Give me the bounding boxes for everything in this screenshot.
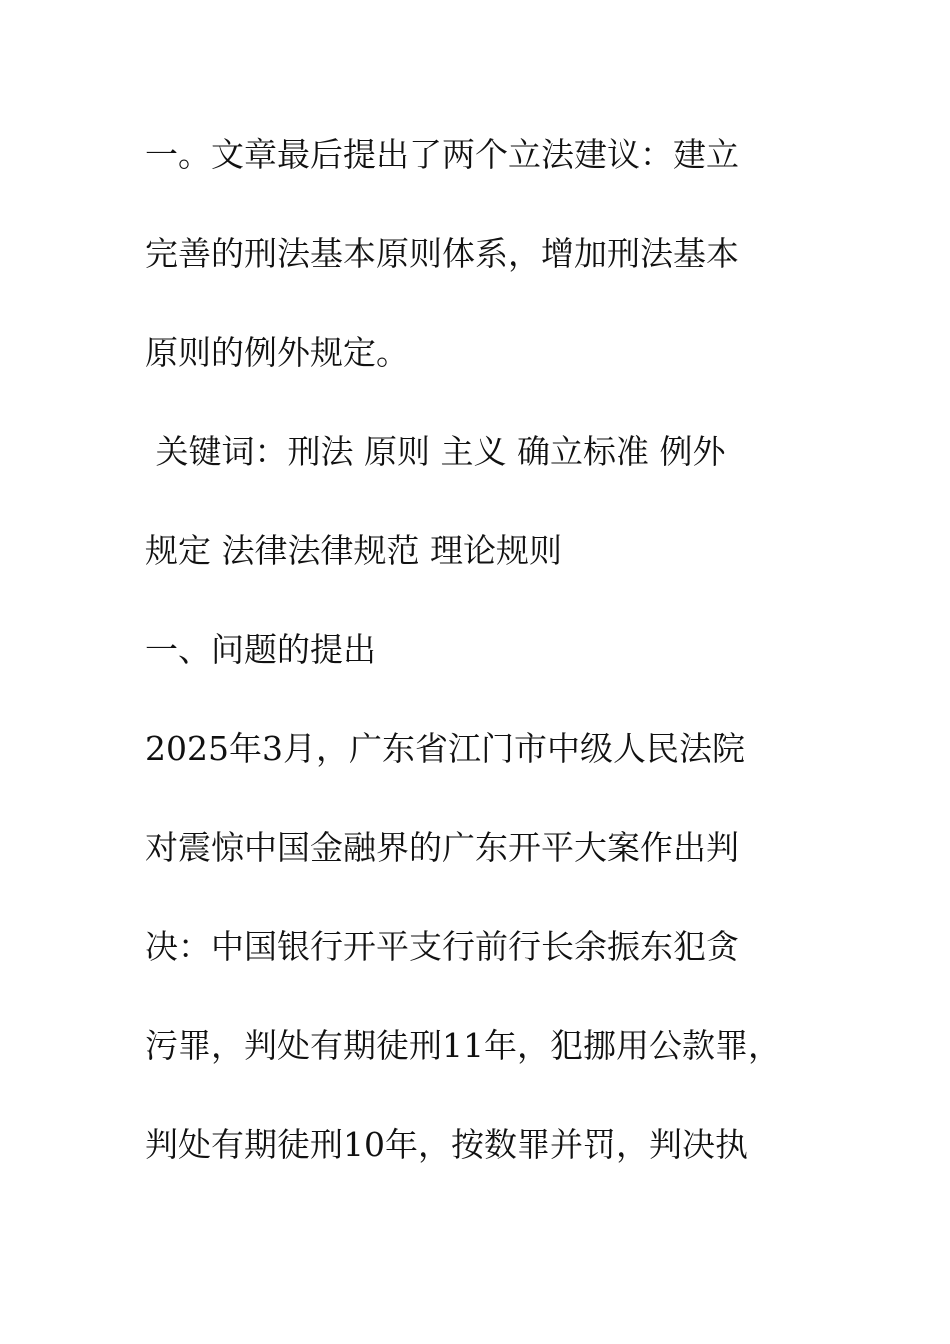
keywords-line-continued: 规定 法律法律规范 理论规则 <box>145 531 562 570</box>
document-body <box>145 126 825 1215</box>
text-line: 原则的例外规定。 <box>145 333 409 372</box>
section-heading: 一、问题的提出 <box>145 630 376 669</box>
text-line: 判处有期徒刑10年，按数罪并罚，判决执 <box>145 1125 748 1164</box>
keywords-line: 关键词：刑法 原则 主义 确立标准 例外 <box>145 432 726 471</box>
text-line: 2025年3月，广东省江门市中级人民法院 <box>145 729 745 768</box>
text-line: 一。文章最后提出了两个立法建议：建立 <box>145 135 739 174</box>
text-line: 决：中国银行开平支行前行长余振东犯贪 <box>145 927 739 966</box>
text-line: 完善的刑法基本原则体系，增加刑法基本 <box>145 234 739 273</box>
text-line: 污罪，判处有期徒刑11年，犯挪用公款罪， <box>145 1026 781 1065</box>
text-line: 对震惊中国金融界的广东开平大案作出判 <box>145 828 739 867</box>
